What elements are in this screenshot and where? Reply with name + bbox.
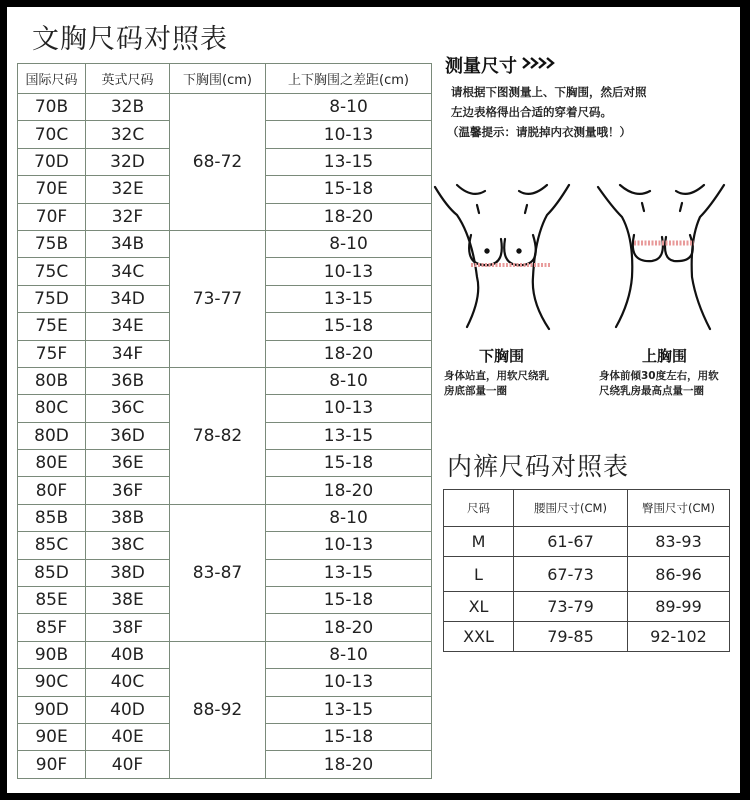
waist-cell: 67-73 xyxy=(514,557,628,592)
bust-difference-cell: 13-15 xyxy=(266,422,432,449)
chevrons-right-icon xyxy=(521,56,555,70)
intl-size-cell: 70B xyxy=(18,94,86,121)
bust-label: 上胸围 xyxy=(642,347,688,365)
underbust-range-cell: 78-82 xyxy=(170,367,266,504)
intl-size-cell: 75E xyxy=(18,313,86,340)
uk-size-cell: 38B xyxy=(86,504,170,531)
uk-size-cell: 36E xyxy=(86,450,170,477)
hip-cell: 92-102 xyxy=(628,622,730,652)
hip-cell: 83-93 xyxy=(628,527,730,557)
waist-cell: 79-85 xyxy=(514,622,628,652)
measure-title: 测量尺寸 xyxy=(445,56,517,77)
intl-size-cell: 75C xyxy=(18,258,86,285)
table-row xyxy=(18,230,432,257)
brief-size-cell: L xyxy=(444,557,514,592)
header-bust-difference: 上下胸围之差距(cm) xyxy=(266,64,432,94)
bust-difference-cell: 10-13 xyxy=(266,258,432,285)
bust-difference-cell: 15-18 xyxy=(266,723,432,750)
header-uk-size: 英式尺码 xyxy=(86,64,170,94)
brief-size-cell: XL xyxy=(444,592,514,622)
bra-size-table xyxy=(17,63,432,779)
bust-difference-cell: 13-15 xyxy=(266,559,432,586)
intl-size-cell: 85C xyxy=(18,532,86,559)
bust-figure-illustration xyxy=(592,177,732,337)
bust-difference-cell: 18-20 xyxy=(266,751,432,778)
intl-size-cell: 75F xyxy=(18,340,86,367)
uk-size-cell: 40D xyxy=(86,696,170,723)
intl-size-cell: 85D xyxy=(18,559,86,586)
bust-difference-cell: 13-15 xyxy=(266,696,432,723)
underbust-note-2: 房底部量一圈 xyxy=(444,385,507,397)
underbust-label: 下胸围 xyxy=(479,347,525,365)
uk-size-cell: 38C xyxy=(86,532,170,559)
intl-size-cell: 75B xyxy=(18,230,86,257)
table-row xyxy=(444,592,730,622)
brief-size-cell: XXL xyxy=(444,622,514,652)
size-chart-sheet xyxy=(7,7,740,793)
brief-size-table xyxy=(443,489,730,652)
bust-difference-cell: 8-10 xyxy=(266,504,432,531)
intl-size-cell: 80E xyxy=(18,450,86,477)
intl-size-cell: 90C xyxy=(18,669,86,696)
intl-size-cell: 85E xyxy=(18,587,86,614)
intl-size-cell: 85F xyxy=(18,614,86,641)
brief-table-body xyxy=(444,527,730,652)
uk-size-cell: 32C xyxy=(86,121,170,148)
intl-size-cell: 80F xyxy=(18,477,86,504)
underbust-range-cell: 68-72 xyxy=(170,94,266,231)
uk-size-cell: 40B xyxy=(86,641,170,668)
bust-difference-cell: 10-13 xyxy=(266,669,432,696)
bust-note-1: 身体前倾30度左右，用软 xyxy=(599,370,719,382)
intl-size-cell: 80C xyxy=(18,395,86,422)
underbust-figure-illustration xyxy=(427,177,577,337)
bust-difference-cell: 18-20 xyxy=(266,477,432,504)
underbust-range-cell: 73-77 xyxy=(170,230,266,367)
table-row xyxy=(444,622,730,652)
uk-size-cell: 34B xyxy=(86,230,170,257)
underbust-range-cell: 88-92 xyxy=(170,641,266,778)
measure-instruction-2: 左边表格得出合适的穿着尺码。 xyxy=(451,105,612,119)
uk-size-cell: 32E xyxy=(86,176,170,203)
intl-size-cell: 90F xyxy=(18,751,86,778)
bust-difference-cell: 15-18 xyxy=(266,176,432,203)
hip-cell: 89-99 xyxy=(628,592,730,622)
uk-size-cell: 38F xyxy=(86,614,170,641)
bust-difference-cell: 8-10 xyxy=(266,94,432,121)
bust-difference-cell: 15-18 xyxy=(266,587,432,614)
table-row xyxy=(18,504,432,531)
table-row xyxy=(444,527,730,557)
brief-size-cell: M xyxy=(444,527,514,557)
header-size: 尺码 xyxy=(444,490,514,527)
bra-chart-title: 文胸尺码对照表 xyxy=(32,24,228,55)
header-hip: 臀围尺寸(CM) xyxy=(628,490,730,527)
uk-size-cell: 36B xyxy=(86,367,170,394)
table-row xyxy=(18,94,432,121)
uk-size-cell: 32F xyxy=(86,203,170,230)
measure-tip: （温馨提示：请脱掉内衣测量哦！） xyxy=(447,125,631,139)
bust-difference-cell: 13-15 xyxy=(266,285,432,312)
brief-table-header-row xyxy=(444,490,730,527)
uk-size-cell: 40E xyxy=(86,723,170,750)
brief-chart-title: 内裤尺码对照表 xyxy=(447,452,630,481)
intl-size-cell: 70E xyxy=(18,176,86,203)
intl-size-cell: 70D xyxy=(18,148,86,175)
bust-difference-cell: 13-15 xyxy=(266,148,432,175)
uk-size-cell: 34F xyxy=(86,340,170,367)
intl-size-cell: 90D xyxy=(18,696,86,723)
uk-size-cell: 36F xyxy=(86,477,170,504)
bra-table-header-row xyxy=(18,64,432,94)
table-row xyxy=(18,367,432,394)
uk-size-cell: 36C xyxy=(86,395,170,422)
uk-size-cell: 32D xyxy=(86,148,170,175)
bust-difference-cell: 8-10 xyxy=(266,641,432,668)
measure-instruction-1: 请根据下图测量上、下胸围，然后对照 xyxy=(451,85,647,99)
bust-difference-cell: 15-18 xyxy=(266,450,432,477)
waist-cell: 61-67 xyxy=(514,527,628,557)
bust-difference-cell: 10-13 xyxy=(266,121,432,148)
uk-size-cell: 36D xyxy=(86,422,170,449)
uk-size-cell: 38E xyxy=(86,587,170,614)
intl-size-cell: 80B xyxy=(18,367,86,394)
intl-size-cell: 85B xyxy=(18,504,86,531)
uk-size-cell: 40C xyxy=(86,669,170,696)
header-intl-size: 国际尺码 xyxy=(18,64,86,94)
bust-difference-cell: 10-13 xyxy=(266,532,432,559)
uk-size-cell: 34D xyxy=(86,285,170,312)
underbust-range-cell: 83-87 xyxy=(170,504,266,641)
bust-difference-cell: 18-20 xyxy=(266,614,432,641)
uk-size-cell: 34C xyxy=(86,258,170,285)
uk-size-cell: 38D xyxy=(86,559,170,586)
intl-size-cell: 70F xyxy=(18,203,86,230)
bust-difference-cell: 18-20 xyxy=(266,340,432,367)
header-underbust: 下胸围(cm) xyxy=(170,64,266,94)
intl-size-cell: 70C xyxy=(18,121,86,148)
uk-size-cell: 32B xyxy=(86,94,170,121)
bust-difference-cell: 8-10 xyxy=(266,230,432,257)
bust-difference-cell: 8-10 xyxy=(266,367,432,394)
bust-difference-cell: 18-20 xyxy=(266,203,432,230)
bust-difference-cell: 10-13 xyxy=(266,395,432,422)
uk-size-cell: 40F xyxy=(86,751,170,778)
uk-size-cell: 34E xyxy=(86,313,170,340)
intl-size-cell: 90E xyxy=(18,723,86,750)
table-row xyxy=(444,557,730,592)
waist-cell: 73-79 xyxy=(514,592,628,622)
underbust-note-1: 身体站直，用软尺绕乳 xyxy=(444,370,549,382)
bra-table-body xyxy=(18,94,432,779)
bust-difference-cell: 15-18 xyxy=(266,313,432,340)
header-waist: 腰围尺寸(CM) xyxy=(514,490,628,527)
table-row xyxy=(18,641,432,668)
intl-size-cell: 75D xyxy=(18,285,86,312)
bust-note-2: 尺绕乳房最高点量一圈 xyxy=(599,385,704,397)
hip-cell: 86-96 xyxy=(628,557,730,592)
intl-size-cell: 90B xyxy=(18,641,86,668)
intl-size-cell: 80D xyxy=(18,422,86,449)
